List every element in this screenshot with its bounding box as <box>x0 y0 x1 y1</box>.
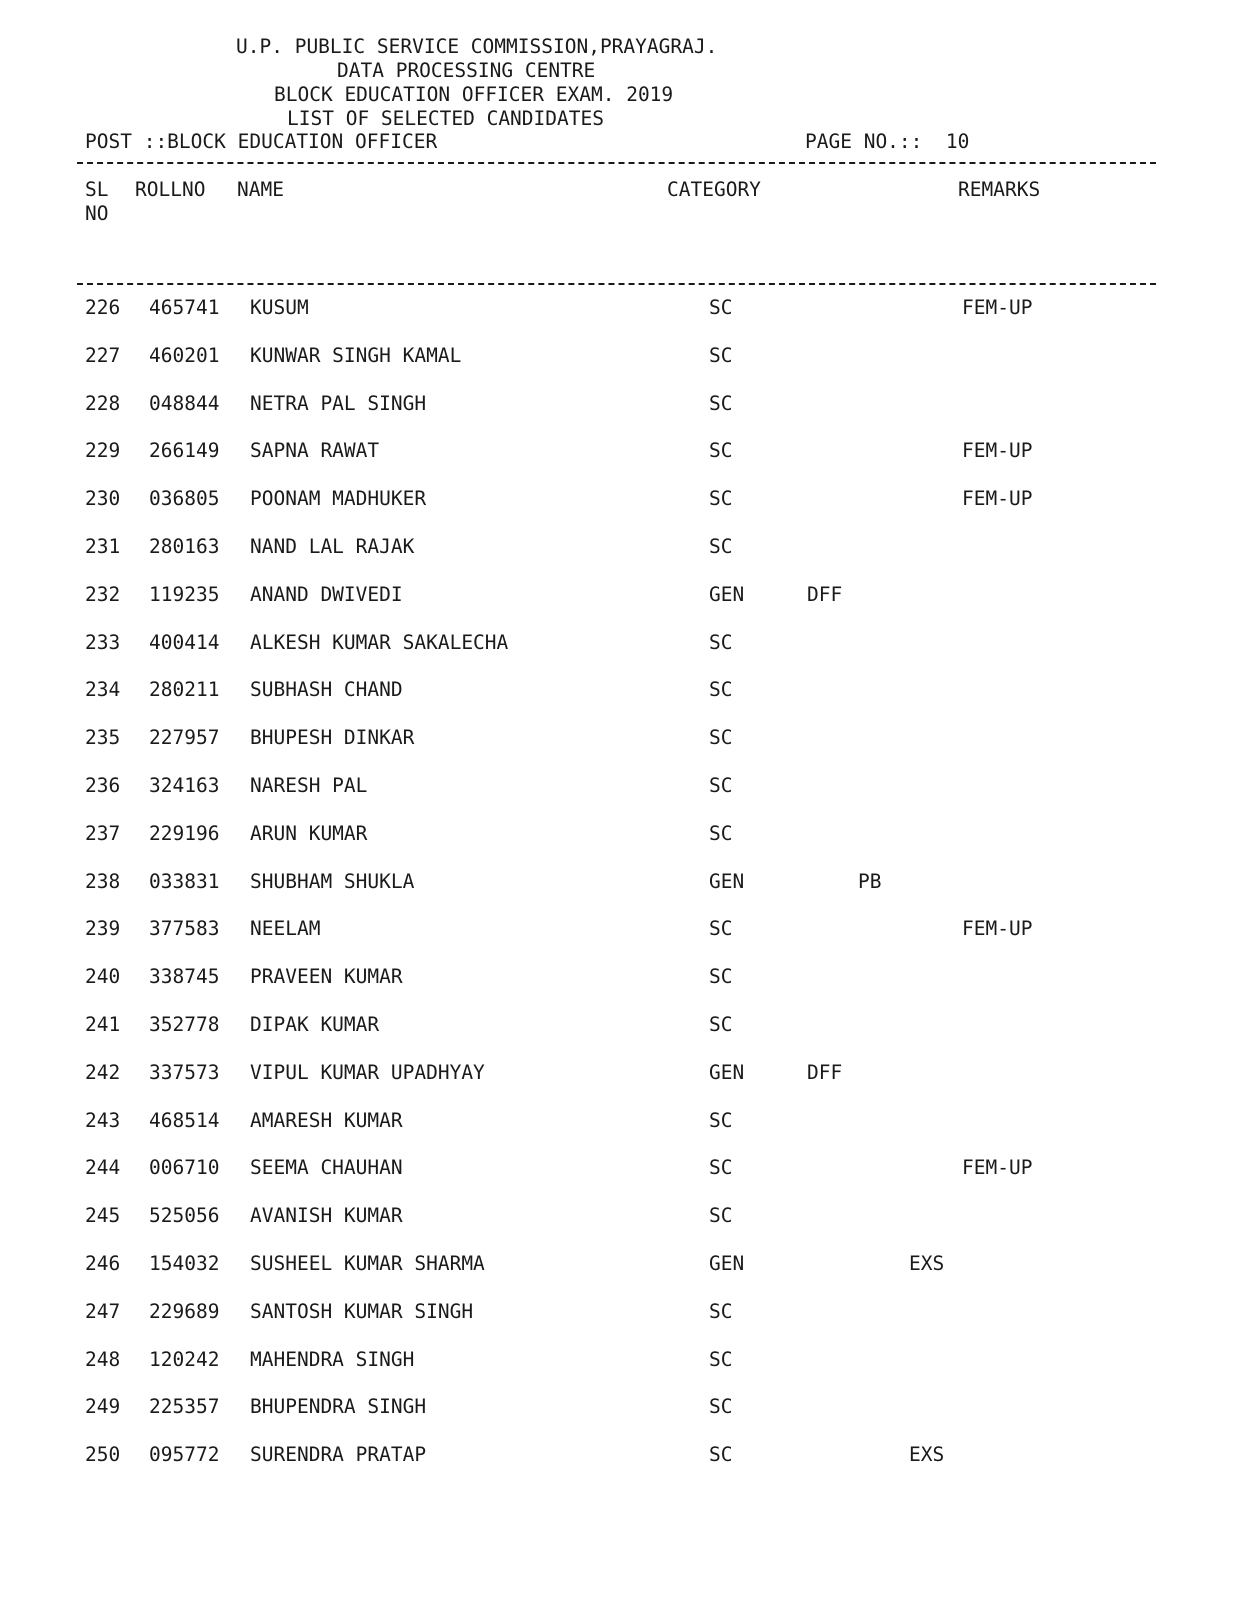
candidate-name: NEELAM <box>250 917 321 941</box>
table-row <box>0 1060 1236 1087</box>
col-header-sl: SL <box>85 178 109 201</box>
table-row <box>0 869 1236 896</box>
serial-number: 236 <box>85 774 121 797</box>
serial-number: 230 <box>85 487 121 511</box>
sub-category: DFF <box>807 1060 843 1084</box>
roll-number: 280163 <box>149 535 220 558</box>
candidate-name: KUNWAR SINGH KAMAL <box>250 343 462 367</box>
roll-number: 465741 <box>149 296 220 319</box>
serial-number: 250 <box>85 1443 121 1467</box>
header-commission: U.P. PUBLIC SERVICE COMMISSION,PRAYAGRAJ. <box>236 35 718 58</box>
table-row <box>0 776 1236 800</box>
candidate-name: ARUN KUMAR <box>250 821 368 845</box>
roll-number: 324163 <box>149 774 220 797</box>
table-row <box>0 1347 1236 1374</box>
category: GEN <box>709 582 745 606</box>
category: SC <box>709 1395 733 1419</box>
candidate-name: SUBHASH CHAND <box>250 678 403 702</box>
category: SC <box>709 487 733 511</box>
candidate-name: BHUPENDRA SINGH <box>250 1395 427 1419</box>
candidate-name: NAND LAL RAJAK <box>250 535 415 558</box>
serial-number: 228 <box>85 391 121 415</box>
remarks: FEM-UP <box>962 917 1033 941</box>
roll-number: 154032 <box>149 1252 220 1275</box>
roll-number: 227957 <box>149 726 220 750</box>
header-divider <box>77 283 1156 285</box>
candidate-name: NARESH PAL <box>250 774 368 797</box>
candidate-name: NETRA PAL SINGH <box>250 391 427 415</box>
table-row <box>0 441 1236 465</box>
table-row <box>0 582 1236 609</box>
roll-number: 048844 <box>149 391 220 415</box>
candidate-name: ALKESH KUMAR SAKALECHA <box>250 630 509 654</box>
remarks: FEM-UP <box>962 296 1033 319</box>
category: SC <box>709 1156 733 1180</box>
category: SC <box>709 343 733 367</box>
post-label: POST ::BLOCK EDUCATION OFFICER <box>85 130 438 153</box>
candidate-name: VIPUL KUMAR UPADHYAY <box>250 1060 485 1084</box>
category: SC <box>709 1013 733 1036</box>
serial-number: 243 <box>85 1108 121 1132</box>
category: SC <box>709 439 733 463</box>
candidate-name: AMARESH KUMAR <box>250 1108 403 1132</box>
serial-number: 229 <box>85 439 121 463</box>
table-row <box>0 1206 1236 1230</box>
candidate-name: SUSHEEL KUMAR SHARMA <box>250 1252 485 1275</box>
roll-number: 229196 <box>149 821 220 845</box>
category: SC <box>709 821 733 845</box>
serial-number: 226 <box>85 296 121 319</box>
candidate-name: MAHENDRA SINGH <box>250 1347 415 1371</box>
serial-number: 233 <box>85 630 121 654</box>
serial-number: 244 <box>85 1156 121 1180</box>
candidate-name: AVANISH KUMAR <box>250 1204 403 1228</box>
roll-number: 280211 <box>149 678 220 702</box>
table-row <box>0 1158 1236 1182</box>
candidate-name: POONAM MADHUKER <box>250 487 427 511</box>
serial-number: 245 <box>85 1204 121 1228</box>
category: SC <box>709 391 733 415</box>
col-header-category: CATEGORY <box>667 178 761 201</box>
table-row <box>0 298 1236 322</box>
category: SC <box>709 965 733 989</box>
category: SC <box>709 774 733 797</box>
category: SC <box>709 1299 733 1323</box>
table-row <box>0 919 1236 943</box>
category: SC <box>709 1347 733 1371</box>
remarks: FEM-UP <box>962 1156 1033 1180</box>
roll-number: 006710 <box>149 1156 220 1180</box>
table-row <box>0 728 1236 752</box>
serial-number: 227 <box>85 343 121 367</box>
serial-number: 242 <box>85 1060 121 1084</box>
table-row <box>0 1299 1236 1326</box>
roll-number: 225357 <box>149 1395 220 1419</box>
col-header-sl-no: NO <box>85 202 109 225</box>
roll-number: 337573 <box>149 1060 220 1084</box>
roll-number: 468514 <box>149 1108 220 1132</box>
roll-number: 036805 <box>149 487 220 511</box>
roll-number: 033831 <box>149 869 220 893</box>
table-row <box>0 1015 1236 1039</box>
serial-number: 246 <box>85 1252 121 1275</box>
roll-number: 338745 <box>149 965 220 989</box>
roll-number: 460201 <box>149 343 220 367</box>
category: SC <box>709 726 733 750</box>
serial-number: 238 <box>85 869 121 893</box>
top-divider <box>77 162 1156 164</box>
serial-number: 231 <box>85 535 121 558</box>
table-row <box>0 1397 1236 1421</box>
table-row <box>0 1254 1236 1278</box>
serial-number: 248 <box>85 1347 121 1371</box>
sub-category: EXS <box>909 1252 945 1275</box>
candidate-name: KUSUM <box>250 296 309 319</box>
table-row <box>0 343 1236 370</box>
candidate-name: SEEMA CHAUHAN <box>250 1156 403 1180</box>
page-number: PAGE NO.:: 10 <box>805 130 970 153</box>
table-row <box>0 1108 1236 1135</box>
category: SC <box>709 535 733 558</box>
table-row <box>0 489 1236 513</box>
header-exam: BLOCK EDUCATION OFFICER EXAM. 2019 <box>274 83 674 106</box>
header-centre: DATA PROCESSING CENTRE <box>337 59 596 82</box>
category: SC <box>709 630 733 654</box>
table-row <box>0 967 1236 991</box>
table-row <box>0 821 1236 848</box>
serial-number: 237 <box>85 821 121 845</box>
candidate-name: SHUBHAM SHUKLA <box>250 869 415 893</box>
serial-number: 241 <box>85 1013 121 1036</box>
roll-number: 400414 <box>149 630 220 654</box>
col-header-rollno: ROLLNO <box>135 178 206 201</box>
table-row <box>0 680 1236 704</box>
remarks: FEM-UP <box>962 439 1033 463</box>
candidate-name: PRAVEEN KUMAR <box>250 965 403 989</box>
candidate-name: SANTOSH KUMAR SINGH <box>250 1299 474 1323</box>
serial-number: 234 <box>85 678 121 702</box>
category: SC <box>709 1204 733 1228</box>
category: GEN <box>709 869 745 893</box>
category: SC <box>709 1443 733 1467</box>
table-row <box>0 1445 1236 1469</box>
serial-number: 247 <box>85 1299 121 1323</box>
table-row <box>0 630 1236 657</box>
col-header-name: NAME <box>237 178 284 201</box>
category: SC <box>709 678 733 702</box>
table-row <box>0 537 1236 561</box>
header-list-title: LIST OF SELECTED CANDIDATES <box>287 107 604 130</box>
col-header-remarks: REMARKS <box>958 178 1041 201</box>
roll-number: 352778 <box>149 1013 220 1036</box>
category: GEN <box>709 1060 745 1084</box>
serial-number: 249 <box>85 1395 121 1419</box>
roll-number: 525056 <box>149 1204 220 1228</box>
roll-number: 266149 <box>149 439 220 463</box>
roll-number: 119235 <box>149 582 220 606</box>
category: SC <box>709 1108 733 1132</box>
candidate-name: SURENDRA PRATAP <box>250 1443 427 1467</box>
candidate-name: ANAND DWIVEDI <box>250 582 403 606</box>
serial-number: 232 <box>85 582 121 606</box>
roll-number: 120242 <box>149 1347 220 1371</box>
candidate-name: SAPNA RAWAT <box>250 439 380 463</box>
sub-category: PB <box>858 869 882 893</box>
roll-number: 377583 <box>149 917 220 941</box>
sub-category: EXS <box>909 1443 945 1467</box>
table-row <box>0 391 1236 418</box>
roll-number: 095772 <box>149 1443 220 1467</box>
remarks: FEM-UP <box>962 487 1033 511</box>
serial-number: 240 <box>85 965 121 989</box>
roll-number: 229689 <box>149 1299 220 1323</box>
sub-category: DFF <box>807 582 843 606</box>
candidate-name: BHUPESH DINKAR <box>250 726 415 750</box>
category: SC <box>709 917 733 941</box>
serial-number: 235 <box>85 726 121 750</box>
category: GEN <box>709 1252 745 1275</box>
serial-number: 239 <box>85 917 121 941</box>
candidate-name: DIPAK KUMAR <box>250 1013 380 1036</box>
category: SC <box>709 296 733 319</box>
